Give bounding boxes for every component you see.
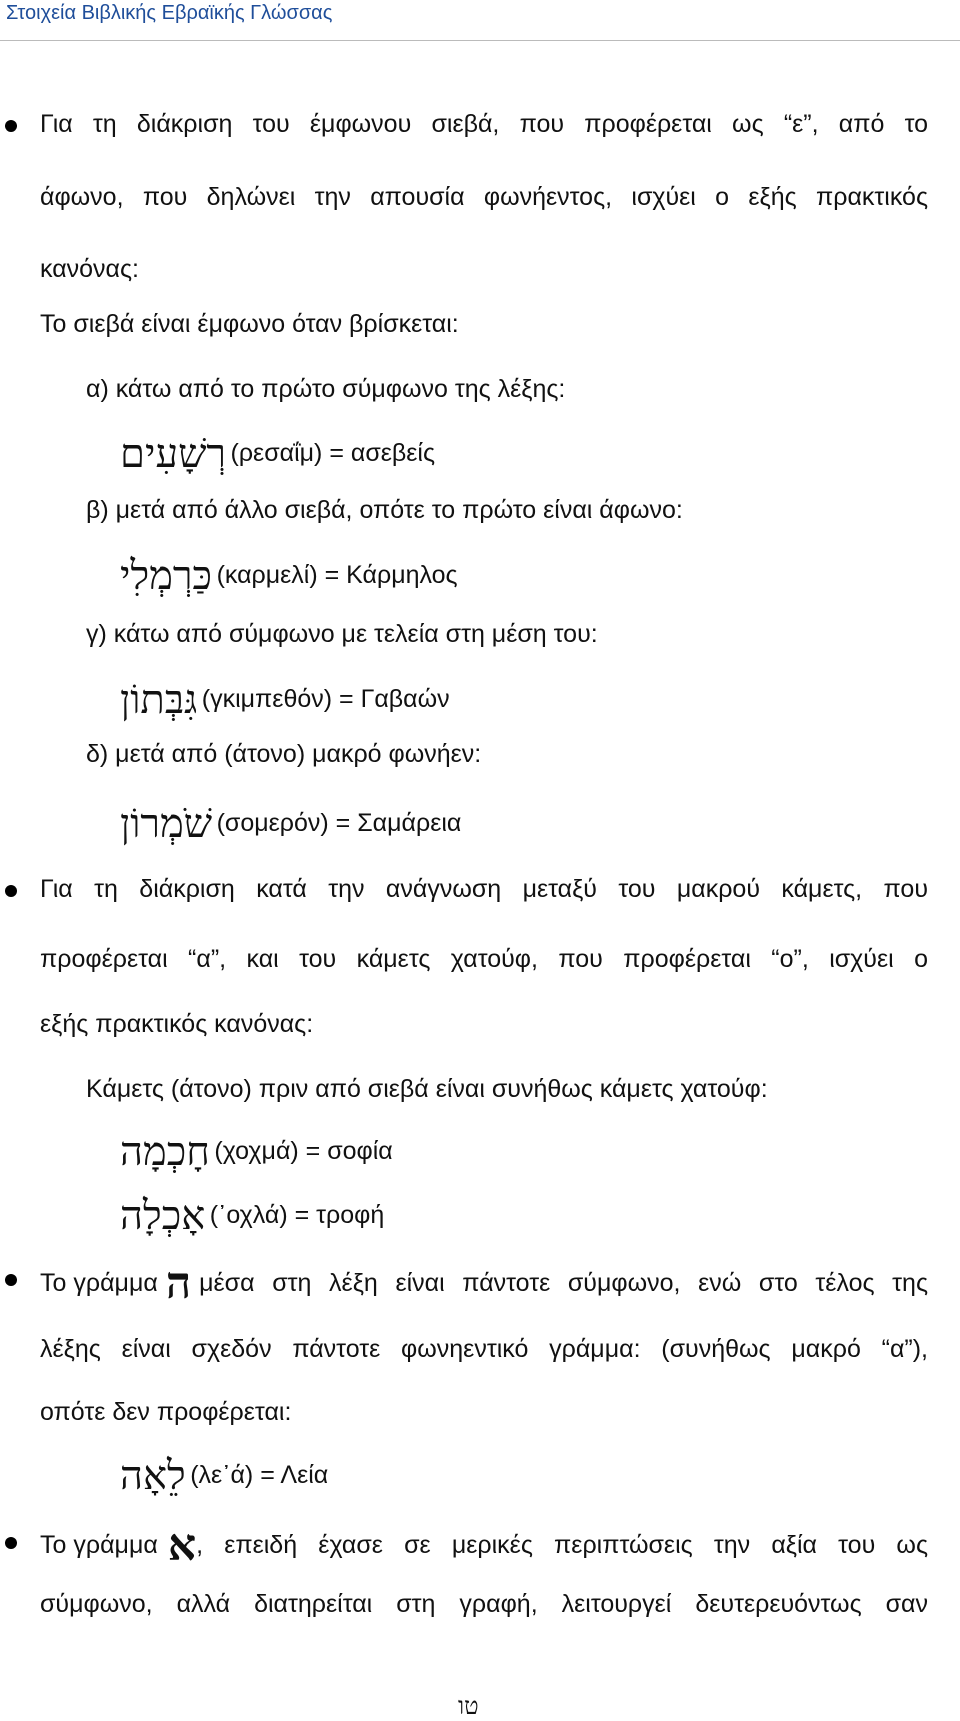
case-a-text: α) κάτω από το πρώτο σύμφωνο της λέξης:: [86, 375, 566, 403]
line-suffix: μέσα στη λέξη είναι πάντοτε σύμφωνο, ενώ στο τέλος της: [199, 1269, 928, 1297]
bullet: [5, 885, 17, 897]
paragraph-line: κανόνας:: [40, 255, 139, 283]
paragraph-line: λέξης είναι σχεδόν πάντοτε φωνηεντικό γράμμα: (συνήθως μακρό “α”),: [40, 1335, 928, 1363]
paragraph-line: Για τη διάκριση του έμφωνου σιεβά, που προφέρεται ως “ε”, από το: [40, 110, 928, 138]
hebrew-word: רְשָׁעִים: [120, 431, 227, 477]
hebrew-word: חָכְמָה: [120, 1129, 210, 1175]
example-b: [120, 552, 458, 599]
line-prefix: Το γράμμα: [40, 1531, 158, 1559]
case-b-text: β) μετά από άλλο σιεβά, οπότε το πρώτο είναι άφωνο:: [86, 496, 683, 524]
example-gloss: (καρμελί) = Κάρμηλος: [216, 561, 458, 589]
hebrew-word: שֹׁמְרוֹן: [120, 801, 213, 847]
example-d: [120, 800, 461, 847]
line-suffix: , επειδή έχασε σε μερικές περιπτώσεις την αξία του ως: [196, 1531, 928, 1559]
line-prefix: Το γράμμα: [40, 1269, 158, 1297]
paragraph-line: σύμφωνο, αλλά διατηρείται στη γραφή, λειτουργεί δευτερευόντως σαν: [40, 1590, 928, 1618]
case-c-text: γ) κάτω από σύμφωνο με τελεία στη μέση του:: [86, 620, 598, 648]
example-gloss: (ρεσαΐμ) = ασεβείς: [230, 439, 436, 467]
rule-text: Κάμετς (άτονο) πριν από σιεβά είναι συνήθως κάμετς χατούφ:: [86, 1075, 768, 1103]
hebrew-word: אָכְלָה: [120, 1193, 206, 1239]
example-gloss: (χοχμά) = σοφία: [214, 1137, 393, 1165]
bullet: [5, 1274, 17, 1286]
example-1: [120, 1128, 393, 1175]
running-header: Στοιχεία Βιβλικής Εβραϊκής Γλώσσας: [6, 2, 333, 24]
example-a: [120, 430, 435, 477]
paragraph-line: προφέρεται “α”, και του κάμετς χατούφ, που προφέρεται “ο”, ισχύει ο: [40, 945, 928, 973]
paragraph-line: οπότε δεν προφέρεται:: [40, 1398, 292, 1426]
paragraph-line: Το σιεβά είναι έμφωνο όταν βρίσκεται:: [40, 310, 459, 338]
example-lea: [120, 1452, 328, 1499]
hebrew-word: כַּרְמְלִי: [120, 553, 213, 599]
example-gloss: (σομερόν) = Σαμάρεια: [216, 809, 462, 837]
paragraph-line: εξής πρακτικός κανόνας:: [40, 1010, 314, 1038]
bullet: [5, 1537, 17, 1549]
example-gloss: (᾿οχλά) = τροφή: [209, 1201, 385, 1229]
page-number: טו: [458, 1692, 479, 1720]
paragraph-line: [40, 1520, 928, 1571]
example-gloss: (λε᾿ά) = Λεία: [190, 1461, 329, 1489]
example-c: [120, 676, 450, 723]
paragraph-line: [40, 1258, 928, 1309]
hebrew-word: גִּבְּתוֹן: [120, 677, 198, 723]
case-d-text: δ) μετά από (άτονο) μακρό φωνήεν:: [86, 740, 482, 768]
example-2: [120, 1192, 384, 1239]
hebrew-word: לֵאָה: [120, 1453, 186, 1499]
bullet: [5, 120, 17, 132]
example-gloss: (γκιμπεθόν) = Γαβαών: [201, 685, 450, 713]
hebrew-letter: א: [167, 1520, 197, 1571]
hebrew-letter: ה: [165, 1258, 192, 1309]
header-rule: [0, 40, 960, 41]
paragraph-line: Για τη διάκριση κατά την ανάγνωση μεταξύ του μακρού κάμετς, που: [40, 875, 928, 903]
paragraph-line: άφωνο, που δηλώνει την απουσία φωνήεντος, ισχύει ο εξής πρακτικός: [40, 183, 928, 211]
